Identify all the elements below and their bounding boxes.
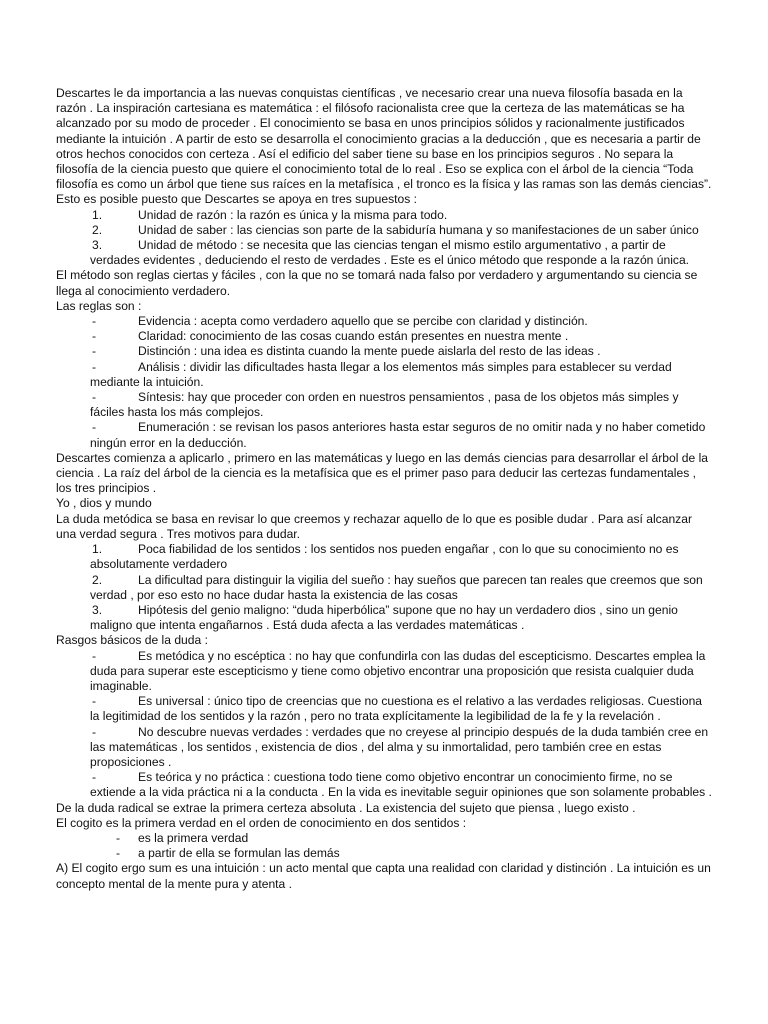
list-item: - Es teórica y no práctica : cuestiona todo tiene como objetivo encontrar un conocimiento firme, no se extiende a la vida práctica ni a la conducta . En la vida es inevitable seguir opiniones que son solamente probables . xyxy=(90,770,712,800)
list-item: 2. Unidad de saber : las ciencias son parte de la sabiduría humana y so manifestaciones de un saber único xyxy=(92,222,699,237)
paragraph-intro: Descartes le da importancia a las nuevas conquistas científicas , ve necesario crear una nueva filosofía basada en la razón . La inspiración cartesiana es matemática : el filósofo racionalista cree que la certeza de las matemáticas se ha alcanzado por su modo de proceder . El conocimiento se basa en unos principios sólidos y racionalmente justificados mediante la intuición . A partir de esto se desarrolla el conocimiento gracias a la deducción , que es necesaria a partir de otros hechos conocidos con certeza . Así el edificio del saber tiene su base en los principios seguros . No separa la filosofía de la ciencia puesto que quiere el conocimiento total de lo real . Eso se explica con el árbol de la ciencia “Toda filosofía es como un árbol que tiene sus raíces en la metafísica , el tronco es la física y las ramas son las demás ciencias”. Esto es posible puesto que Descartes se apoya en tres supuestos : xyxy=(56,86,712,207)
list-item: - Es metódica y no escéptica : no hay que confundirla con las dudas del escepticismo. Descartes emplea la duda para superar este escepticismo y tiene como objetivo encontrar una proposición que resista cualquier duda imaginable. xyxy=(90,648,706,693)
list-item: 1. Poca fiabilidad de los sentidos : los sentidos nos pueden engañar , con lo que su conocimiento no es absolutamente verdadero xyxy=(90,542,679,572)
list-item: 3. Hipótesis del genio maligno: “duda hiperbólica” supone que no hay un verdadero dios , sino un genio maligno que intenta engañarnos . Está duda afecta a las verdades matemáticas . xyxy=(90,602,678,633)
list-item: - Claridad: conocimiento de las cosas cuando están presentes en nuestra mente . xyxy=(92,329,569,344)
list-item: 1. Unidad de razón : la razón es única y la misma para todo. xyxy=(92,207,448,222)
list-item: - Síntesis: hay que proceder con orden en nuestros pensamientos , pasa de los objetos más simples y fáciles hasta los más complejos. xyxy=(90,390,679,420)
list-item: - Distinción : una idea es distinta cuando la mente puede aislarla del resto de las ideas . xyxy=(92,344,601,359)
paragraph-rasgos-intro: Rasgos básicos de la duda : xyxy=(56,633,208,648)
rasgos-list xyxy=(56,649,712,801)
paragraph-duda: La duda metódica se basa en revisar lo que creemos y rechazar aquello de lo que es posible dudar . Para así alcanzar una verdad segura . Tres motivos para dudar. xyxy=(56,511,692,541)
supuestos-list xyxy=(56,208,712,269)
list-item: - es la primera verdad xyxy=(116,830,249,845)
paragraph-metodo: El método son reglas ciertas y fáciles , con la que no se tomará nada falso por verdadero y argumentando su ciencia se llega al conocimiento verdadero. xyxy=(56,268,698,298)
list-item: - Enumeración : se revisan los pasos anteriores hasta estar seguros de no omitir nada y no haber cometido ningún error en la deducción. xyxy=(90,420,706,450)
list-item: - Análisis : dividir las dificultades hasta llegar a los elementos más simples para establecer su verdad mediante la intuición. xyxy=(90,359,672,389)
paragraph-cogito: El cogito es la primera verdad en el orden de conocimiento en dos sentidos : xyxy=(56,815,467,830)
paragraph-intuicion: A) El cogito ergo sum es una intuición : un acto mental que capta una realidad con claridad y distinción . La intuición es un concepto mental de la mente pura y atenta . xyxy=(56,861,711,891)
paragraph-aplicarlo: Descartes comienza a aplicarlo , primero en las matemáticas y luego en las demás ciencias para desarrollar el árbol de la ciencia . La raíz del árbol de la ciencia es la metafísica que es el primer paso para deducir las certezas fundamentales , los tres principios . xyxy=(56,450,709,496)
list-item: - Evidencia : acepta como verdadero aquello que se percibe con claridad y distinción. xyxy=(92,314,588,329)
list-item: - No descubre nuevas verdades : verdades que no creyese al principio después de la duda también cree en las matemáticas , los sentidos , existencia de dios , del alma y su inmortalidad, pero también cree en estas proposiciones . xyxy=(90,724,709,769)
list-item: 3. Unidad de método : se necesita que las ciencias tengan el mismo estilo argumentativo , a partir de verdades evidentes , deduciendo el resto de verdades . Este es el único método que responde a la razón única. xyxy=(90,238,690,268)
paragraph-yo-dios-mundo: Yo , dios y mundo xyxy=(56,496,152,511)
paragraph-reglas-intro: Las reglas son : xyxy=(56,298,142,313)
paragraph-certeza: De la duda radical se extrae la primera certeza absoluta . La existencia del sujeto que piensa , luego existo . xyxy=(56,800,636,815)
sentidos-list xyxy=(56,831,712,861)
motivos-list xyxy=(56,542,712,633)
list-item: - Es universal : único tipo de creencias que no cuestiona es el relativo a las verdades religiosas. Cuestiona la legitimidad de los sentidos y la razón , pero no trata explícitamente la legibilidad de la fe y la revelación . xyxy=(90,694,703,724)
reglas-list xyxy=(56,314,712,451)
list-item: - a partir de ella se formulan las demás xyxy=(116,846,340,861)
list-item: 2. La dificultad para distinguir la vigilia del sueño : hay sueños que parecen tan reales que creemos que son verdad , por eso esto no hace dudar hasta la existencia de las cosas xyxy=(90,572,703,602)
